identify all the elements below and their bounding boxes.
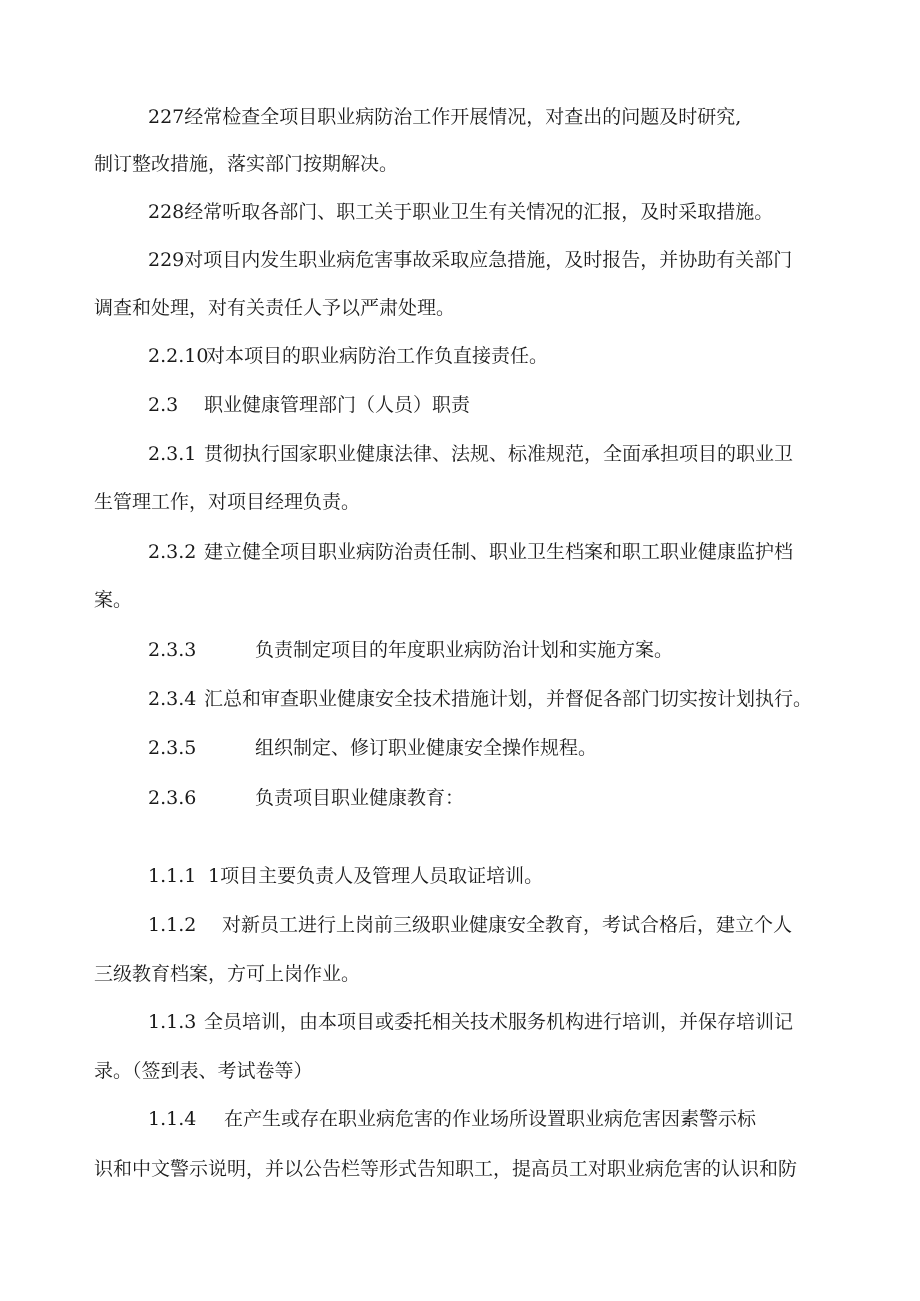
paragraph-2-3-2-line-2: 案。 <box>94 589 133 611</box>
paragraph-2-3-6 <box>148 789 464 808</box>
item-number: 2.2.10 <box>148 345 209 367</box>
paragraph-text: 负责项目职业健康教育： <box>255 787 465 809</box>
paragraph-text: 全员培训，由本项目或委托相关技术服务机构进行培训，并保存培训记 <box>204 1011 794 1033</box>
item-number: 2.3.4 <box>148 688 197 710</box>
paragraph-text: 贯彻执行国家职业健康法律、法规、标准规范，全面承担项目的职业卫 <box>204 443 794 465</box>
paragraph-text: 经常检查全项目职业病防治工作开展情况，对查出的问题及时研究, <box>184 106 742 128</box>
paragraph-text: 在产生或存在职业病危害的作业场所设置职业病危害因素警示标 <box>224 1108 757 1130</box>
paragraph-text: 组织制定、修订职业健康安全操作规程。 <box>255 737 598 759</box>
item-number: 2.3.2 <box>148 541 197 563</box>
paragraph-229-line-1 <box>148 251 792 270</box>
item-number: 227 <box>148 106 185 128</box>
item-number: 2.3 <box>148 394 179 416</box>
paragraph-1-1-2-line-2: 三级教育档案，方可上岗作业。 <box>94 963 361 985</box>
paragraph-2-3-5 <box>148 739 597 758</box>
paragraph-text: 经常听取各部门、职工关于职业卫生有关情况的汇报，及时采取措施。 <box>184 201 774 223</box>
paragraph-228-line-1 <box>148 203 773 222</box>
paragraph-text: 负责制定项目的年度职业病防治计划和实施方案。 <box>255 639 674 661</box>
item-number: 2.3.1 <box>148 443 197 465</box>
paragraph-227-line-1 <box>148 108 741 127</box>
item-number: 1.1.3 <box>148 1011 197 1033</box>
paragraph-227-line-2: 制订整改措施，落实部门按期解决。 <box>94 153 399 175</box>
paragraph-1-1-4-line-1 <box>148 1110 756 1129</box>
paragraph-2-3-3 <box>148 641 673 660</box>
paragraph-text: 对新员工进行上岗前三级职业健康安全教育，考试合格后，建立个人 <box>222 914 793 936</box>
paragraph-229-line-2: 调查和处理，对有关责任人予以严肃处理。 <box>94 297 456 319</box>
section-heading-2-3 <box>148 396 470 415</box>
paragraph-1-1-3-line-2: 录。（签到表、考试卷等） <box>94 1060 313 1082</box>
section-title: 职业健康管理部门（人员）职责 <box>204 394 471 416</box>
paragraph-2-3-2-line-1 <box>148 543 793 562</box>
paragraph-1-1-1 <box>148 867 543 886</box>
item-number: 2.3.5 <box>148 737 197 759</box>
paragraph-1-1-3-line-1 <box>148 1013 793 1032</box>
paragraph-2-3-4 <box>148 690 812 709</box>
item-number: 2.3.6 <box>148 787 197 809</box>
paragraph-text: 汇总和审查职业健康安全技术措施计划，并督促各部门切实按计划执行。 <box>204 688 813 710</box>
item-number: 1.1.4 <box>148 1108 197 1130</box>
paragraph-text: 1项目主要负责人及管理人员取证培训。 <box>208 865 544 887</box>
item-number: 228 <box>148 201 185 223</box>
paragraph-1-1-4-line-2: 识和中文警示说明，并以公告栏等形式告知职工，提高员工对职业病危害的认识和防 <box>94 1158 798 1180</box>
item-number: 229 <box>148 249 185 271</box>
item-number: 1.1.1 <box>148 865 197 887</box>
paragraph-1-1-2-line-1 <box>148 916 792 935</box>
paragraph-text: 建立健全项目职业病防治责任制、职业卫生档案和职工职业健康监护档 <box>204 541 794 563</box>
paragraph-2-3-1-line-1 <box>148 445 793 464</box>
paragraph-text: 对本项目的职业病防治工作负直接责任。 <box>206 345 549 367</box>
item-number: 2.3.3 <box>148 639 197 661</box>
paragraph-2-3-1-line-2: 生管理工作，对项目经理负责。 <box>94 491 361 513</box>
paragraph-text: 对项目内发生职业病危害事故采取应急措施，及时报告，并协助有关部门 <box>184 249 793 271</box>
paragraph-2-2-10 <box>148 347 548 366</box>
item-number: 1.1.2 <box>148 914 197 936</box>
